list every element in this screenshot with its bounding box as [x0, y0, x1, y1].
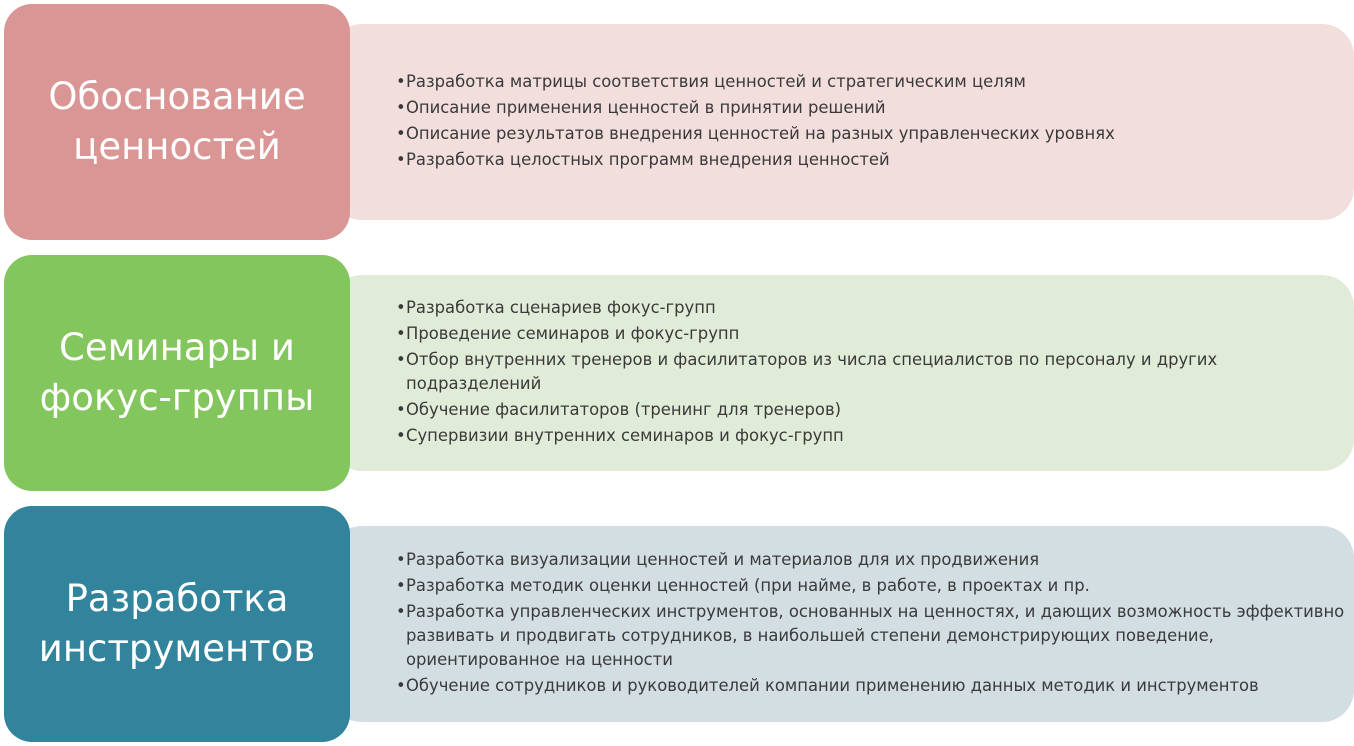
section-3-list — [396, 548, 1354, 700]
list-item: • Описание результатов внедрения ценностей на разных управленческих уровнях — [396, 122, 1354, 146]
section-3-title: Разработка инструментов — [38, 577, 316, 670]
section-tools — [0, 506, 1354, 742]
list-item: • Разработка методик оценки ценностей (при найме, в работе, в проектах и пр. — [396, 574, 1354, 598]
list-item: • Супервизии внутренних семинаров и фокус-групп — [396, 424, 1354, 448]
list-item: • Разработка целостных программ внедрения ценностей — [396, 148, 1354, 172]
section-1-list — [396, 70, 1354, 174]
section-1-panel — [330, 24, 1354, 220]
list-item: • Отбор внутренних тренеров и фасилитаторов из числа специалистов по персоналу и других подразделений — [396, 348, 1354, 396]
section-2-list — [396, 296, 1354, 450]
list-item: • Разработка матрицы соответствия ценностей и стратегическим целям — [396, 70, 1354, 94]
section-1-title-box — [4, 4, 350, 240]
list-item: • Разработка управленческих инструментов, основанных на ценностях, и дающих возможность эффективно развивать и продвигать сотрудников, в наибольшей степени демонстрирующих поведение, ориентированное на ценности — [396, 600, 1354, 672]
section-2-title: Семинары и фокус-группы — [39, 326, 315, 419]
section-3-panel — [330, 526, 1354, 722]
section-values-justification — [0, 4, 1354, 240]
list-item: • Обучение фасилитаторов (тренинг для тренеров) — [396, 398, 1354, 422]
section-2-panel — [330, 275, 1354, 471]
list-item: • Проведение семинаров и фокус-групп — [396, 322, 1354, 346]
list-item: • Разработка сценариев фокус-групп — [396, 296, 1354, 320]
section-seminars — [0, 255, 1354, 491]
list-item: • Описание применения ценностей в принятии решений — [396, 96, 1354, 120]
section-2-title-box — [4, 255, 350, 491]
section-1-title: Обоснование ценностей — [48, 75, 306, 168]
list-item: • Обучение сотрудников и руководителей компании применению данных методик и инструментов — [396, 674, 1354, 698]
section-3-title-box — [4, 506, 350, 742]
list-item: • Разработка визуализации ценностей и материалов для их продвижения — [396, 548, 1354, 572]
